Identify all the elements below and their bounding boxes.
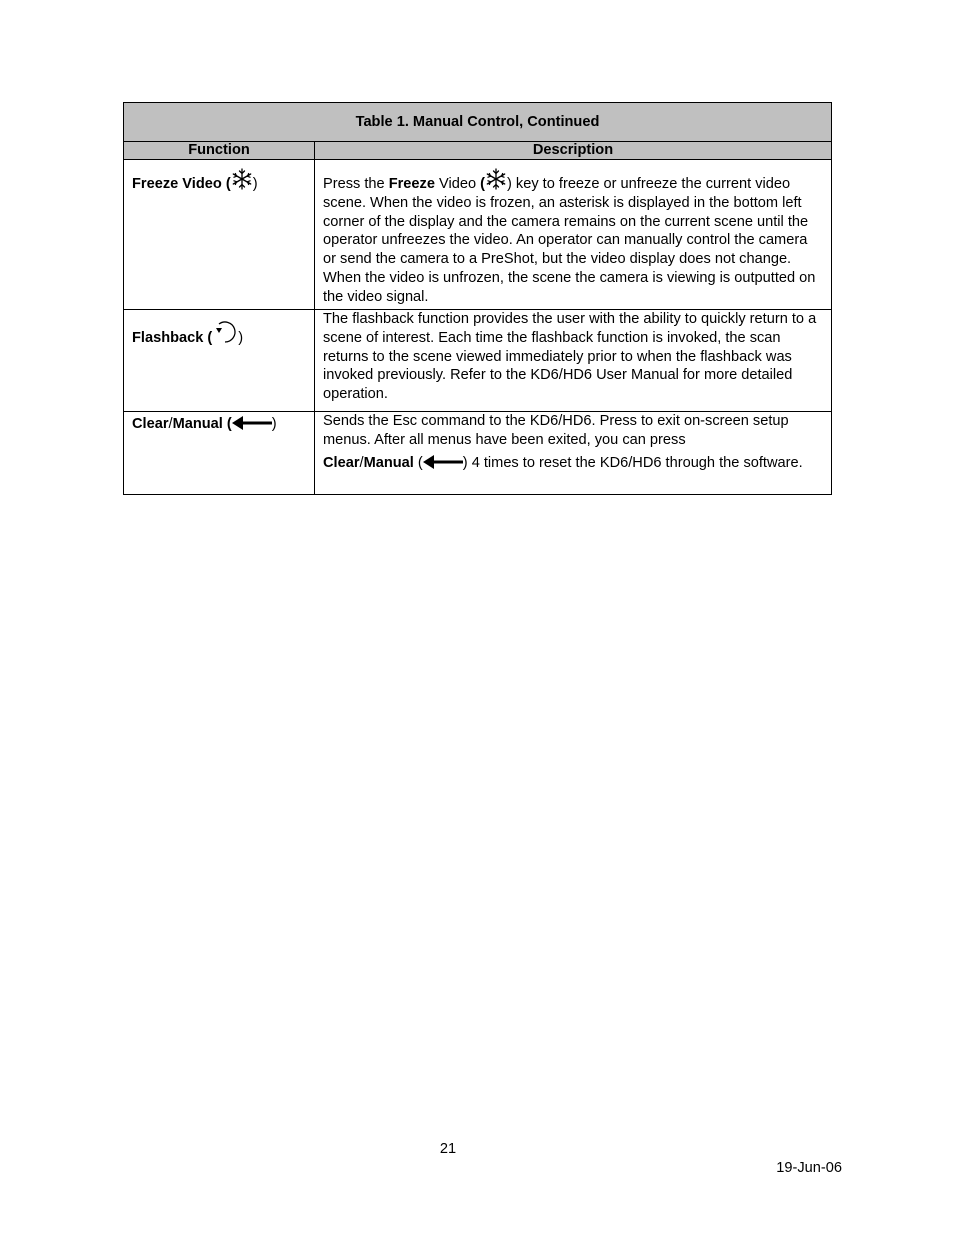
description-text: Sends the Esc command to the KD6/HD6. Press to exit on-screen setup menus. After all menus have been exited, you can press <box>323 413 789 448</box>
table-row <box>124 160 832 310</box>
description-text: ) 4 times to reset the KD6/HD6 through the software. <box>462 454 803 471</box>
table-row <box>124 310 832 412</box>
description-bold: ( <box>480 176 485 192</box>
function-cell-clear-manual <box>124 412 315 495</box>
snowflake-icon <box>485 168 507 190</box>
column-header-function: Function <box>124 142 315 160</box>
function-cell-freeze-video <box>124 160 315 310</box>
description-bold: Manual <box>363 454 414 471</box>
description-text: Video <box>434 176 481 192</box>
function-label-close: ) <box>252 176 258 192</box>
function-label-close: ) <box>271 416 277 432</box>
function-cell-flashback <box>124 310 315 412</box>
table-row <box>124 412 832 495</box>
function-label: Freeze Video ( <box>132 176 231 192</box>
description-line <box>323 454 823 473</box>
description-text: Press the <box>323 176 389 192</box>
flashback-icon <box>212 318 238 344</box>
page-number: 21 <box>439 1141 457 1157</box>
page-date: 19-Jun-06 <box>776 1160 842 1176</box>
function-label-manual: Manual ( <box>172 416 232 432</box>
description-bold: Clear <box>323 454 360 471</box>
description-cell-flashback: The flashback function provides the user with the ability to quickly return to a scene of interest. Each time the flashback function is invoked, the scan returns to the scene viewed immediately prior to when the flashback was invoked previously. Refer to the KD6/HD6 User Manual for more detailed operation. <box>315 310 832 412</box>
function-label-clear: Clear <box>132 416 169 432</box>
description-bold: Freeze <box>388 176 435 192</box>
function-label: Flashback ( <box>132 330 213 346</box>
description-cell-clear-manual <box>315 412 832 495</box>
description-cell-freeze-video <box>315 160 832 310</box>
description-text: ) key to freeze or unfreeze the current video scene. When the video is frozen, an asterisk is displayed in the bottom left corner of the display and the camera remains on the current scene until the operator unfreezes the video. An operator can manually control the camera or send the camera to a PreShot, but the video display does not change. When the video is unfrozen, the scene the camera is viewing is outputted on the video signal. <box>323 176 816 305</box>
function-label-separator: / <box>168 416 173 432</box>
description-text: / <box>359 454 364 471</box>
column-header-description: Description <box>315 142 832 160</box>
function-label-close: ) <box>238 330 244 346</box>
manual-control-table <box>123 102 832 495</box>
left-arrow-icon <box>232 416 272 430</box>
left-arrow-icon <box>423 455 463 469</box>
table-caption: Table 1. Manual Control, Continued <box>124 103 832 142</box>
snowflake-icon <box>231 168 253 190</box>
description-text: ( <box>413 454 423 471</box>
